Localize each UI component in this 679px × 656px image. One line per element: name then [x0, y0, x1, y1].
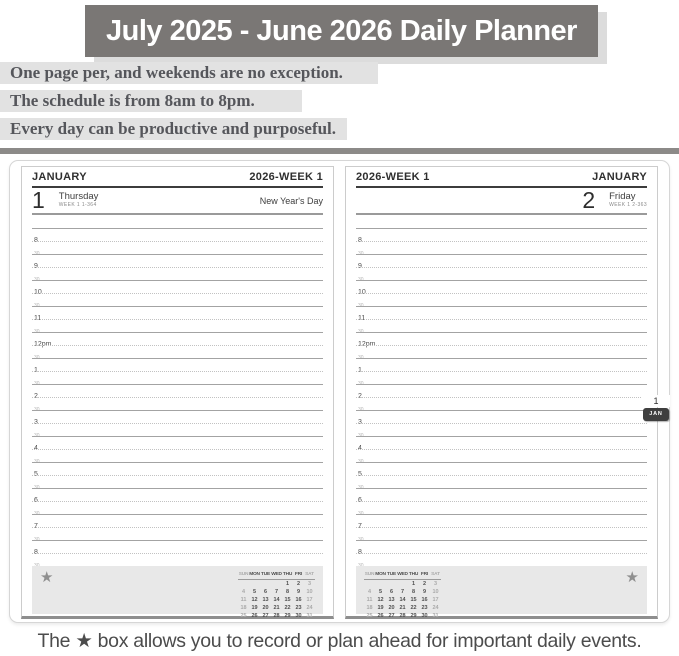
- schedule-hour-row: [32, 228, 323, 244]
- calendar-date: 19: [251, 605, 258, 611]
- star-icon: ★: [625, 569, 639, 586]
- calendar-date: 13: [262, 597, 269, 603]
- tab-month-pill: JAN: [643, 408, 669, 421]
- calendar-week-row: [364, 604, 441, 612]
- schedule-half-hour-row: [32, 527, 323, 543]
- calendar-week-row: [364, 596, 441, 604]
- calendar-date: 8: [411, 589, 416, 595]
- calendar-date: 25: [366, 613, 373, 619]
- schedule-hour-row: [356, 410, 647, 426]
- calendar-date: 28: [273, 613, 280, 619]
- hour-label: 7: [34, 523, 38, 530]
- planner-page-left: [21, 166, 334, 619]
- schedule-hour-row: [356, 254, 647, 270]
- schedule-half-hour-row: [32, 397, 323, 413]
- half-hour-label: 30: [358, 407, 364, 413]
- calendar-date: 10: [432, 589, 439, 595]
- calendar-date: 5: [252, 589, 257, 595]
- schedule-half-hour-row: [32, 319, 323, 335]
- calendar-date: 30: [295, 613, 302, 619]
- schedule-hour-row: [356, 436, 647, 452]
- hour-label: 2: [358, 393, 362, 400]
- star-box-left: [32, 566, 323, 619]
- calendar-date: 10: [306, 589, 313, 595]
- calendar-date: 5: [378, 589, 383, 595]
- calendar-date: 20: [388, 605, 395, 611]
- schedule-half-hour-row: [356, 267, 647, 283]
- calendar-date: 20: [262, 605, 269, 611]
- schedule-half-hour-row: [356, 449, 647, 465]
- schedule-hour-row: [32, 332, 323, 348]
- calendar-date: 9: [296, 589, 301, 595]
- hour-label: 9: [358, 263, 362, 270]
- calendar-date: 28: [399, 613, 406, 619]
- title-banner: [85, 5, 598, 57]
- half-hour-label: 30: [358, 277, 364, 283]
- half-hour-label: 30: [34, 433, 40, 439]
- schedule-hour-row: [32, 436, 323, 452]
- schedule-hour-row: [32, 280, 323, 296]
- schedule-half-hour-row: [32, 371, 323, 387]
- calendar-weekday: SAT: [305, 572, 314, 577]
- intro-line-2: The schedule is from 8am to 8pm.: [0, 90, 302, 112]
- calendar-date: 30: [421, 613, 428, 619]
- half-hour-label: 30: [34, 303, 40, 309]
- hour-label: 10: [34, 289, 42, 296]
- calendar-date: 17: [432, 597, 439, 603]
- calendar-header-row: [238, 571, 315, 580]
- calendar-date: [249, 580, 260, 588]
- schedule-half-hour-row: [356, 371, 647, 387]
- holiday-label: New Year's Day: [259, 195, 323, 206]
- schedule-hour-row: [356, 462, 647, 478]
- calendar-header-row: [364, 571, 441, 580]
- calendar-date: 15: [410, 597, 417, 603]
- half-hour-label: 30: [358, 355, 364, 361]
- half-hour-label: 30: [358, 511, 364, 517]
- calendar-date: 2: [296, 581, 301, 587]
- page-header-left: [32, 167, 323, 188]
- day-name: Thursday: [58, 191, 99, 202]
- bottom-caption: The ★ box allows you to record or plan ahead for important daily events.: [37, 630, 642, 652]
- calendar-weekday: FRI: [294, 572, 303, 577]
- calendar-week-row: [238, 596, 315, 604]
- mini-calendar-left: [238, 570, 315, 620]
- intro-line-3: Every day can be productive and purposeful.: [0, 118, 347, 140]
- calendar-date: 14: [273, 597, 280, 603]
- calendar-date: 18: [366, 605, 373, 611]
- calendar-week-row: [238, 580, 315, 588]
- calendar-date: 15: [284, 597, 291, 603]
- half-hour-label: 30: [358, 251, 364, 257]
- schedule-half-hour-row: [356, 423, 647, 439]
- schedule-hour-row: [32, 384, 323, 400]
- schedule-hour-row: [32, 410, 323, 426]
- month-edge-tab: [642, 395, 670, 421]
- schedule-half-hour-row: [356, 345, 647, 361]
- half-hour-label: 30: [34, 277, 40, 283]
- schedule-hour-row: [356, 306, 647, 322]
- divider-strip: [0, 148, 679, 154]
- schedule-hour-row: [32, 514, 323, 530]
- day-row-right: [356, 188, 647, 215]
- calendar-date: 23: [421, 605, 428, 611]
- calendar-date: 26: [251, 613, 258, 619]
- schedule-half-hour-row: [356, 475, 647, 491]
- calendar-weekday: THU: [282, 572, 293, 577]
- day-name-wrap: [59, 192, 99, 209]
- day-row-left: [32, 188, 323, 215]
- half-hour-label: 30: [34, 407, 40, 413]
- calendar-date: 4: [241, 589, 246, 595]
- schedule-hour-row: [356, 332, 647, 348]
- half-hour-label: 30: [358, 459, 364, 465]
- hour-label: 12pm: [34, 341, 52, 348]
- schedule-hour-row: [32, 358, 323, 374]
- calendar-weekday: MON: [249, 572, 260, 577]
- calendar-date: 1: [411, 581, 416, 587]
- calendar-weekday: WED: [271, 572, 282, 577]
- schedule-half-hour-row: [32, 345, 323, 361]
- calendar-date: 11: [240, 597, 247, 603]
- calendar-date: 27: [262, 613, 269, 619]
- schedule-half-hour-row: [356, 553, 647, 566]
- hour-label: 11: [358, 315, 366, 322]
- planner-page-right: [345, 166, 663, 619]
- hour-label: 3: [358, 419, 362, 426]
- half-hour-label: 30: [358, 303, 364, 309]
- calendar-week-row: [364, 612, 441, 620]
- schedule-hour-row: [32, 488, 323, 504]
- day-group: [32, 189, 98, 212]
- calendar-date: 27: [388, 613, 395, 619]
- hour-label: 9: [34, 263, 38, 270]
- calendar-date: 29: [284, 613, 291, 619]
- calendar-date: 6: [263, 589, 268, 595]
- calendar-weekday: SUN: [238, 572, 249, 577]
- day-name: Friday: [609, 191, 636, 202]
- hour-label: 5: [358, 471, 362, 478]
- planner-spread: [9, 160, 670, 623]
- calendar-week-row: [238, 612, 315, 620]
- half-hour-label: 30: [358, 537, 364, 543]
- day-number: 2: [582, 187, 596, 213]
- hour-label: 11: [34, 315, 42, 322]
- schedule-hour-row: [356, 488, 647, 504]
- schedule-half-hour-row: [32, 475, 323, 491]
- star-box-right: [356, 566, 647, 619]
- half-hour-label: 30: [358, 381, 364, 387]
- calendar-weekday: SUN: [364, 572, 375, 577]
- schedule-half-hour-row: [32, 501, 323, 517]
- half-hour-label: 30: [34, 251, 40, 257]
- schedule-hour-row: [356, 514, 647, 530]
- hour-label: 8: [34, 549, 38, 556]
- calendar-date: 11: [366, 597, 373, 603]
- calendar-weekday: FRI: [420, 572, 429, 577]
- calendar-date: [364, 580, 375, 588]
- calendar-date: 31: [432, 613, 439, 619]
- calendar-week-row: [364, 588, 441, 596]
- schedule-half-hour-row: [356, 293, 647, 309]
- calendar-date: 29: [410, 613, 417, 619]
- calendar-date: 24: [306, 605, 313, 611]
- hour-label: 2: [34, 393, 38, 400]
- calendar-date: 16: [421, 597, 428, 603]
- schedule-hour-row: [32, 254, 323, 270]
- calendar-date: 21: [399, 605, 406, 611]
- calendar-date: 7: [400, 589, 405, 595]
- month-label: JANUARY: [592, 171, 647, 183]
- calendar-date: 25: [240, 613, 247, 619]
- hour-label: 7: [358, 523, 362, 530]
- schedule-right: [356, 215, 647, 566]
- calendar-week-row: [238, 588, 315, 596]
- week-label: 2026-WEEK 1: [249, 171, 323, 183]
- calendar-weekday: TUE: [261, 572, 270, 577]
- star-icon: ★: [40, 569, 54, 586]
- hour-label: 1: [34, 367, 38, 374]
- schedule-hour-row: [356, 280, 647, 296]
- calendar-date: 17: [306, 597, 313, 603]
- calendar-date: 3: [433, 581, 438, 587]
- calendar-week-row: [364, 580, 441, 588]
- schedule-half-hour-row: [32, 423, 323, 439]
- calendar-date: 26: [377, 613, 384, 619]
- half-hour-label: 30: [34, 459, 40, 465]
- day-group: [582, 189, 647, 212]
- hour-label: 12pm: [358, 341, 376, 348]
- intro-line-1: One page per, and weekends are no exception.: [0, 62, 378, 84]
- half-hour-label: 30: [358, 329, 364, 335]
- calendar-date: 23: [295, 605, 302, 611]
- schedule-half-hour-row: [356, 501, 647, 517]
- schedule-half-hour-row: [356, 397, 647, 413]
- schedule-hour-row: [32, 462, 323, 478]
- half-hour-label: 30: [358, 433, 364, 439]
- calendar-date: [271, 580, 282, 588]
- calendar-date: 22: [284, 605, 291, 611]
- calendar-date: 8: [285, 589, 290, 595]
- week-label: 2026-WEEK 1: [356, 171, 430, 183]
- schedule-half-hour-row: [32, 553, 323, 566]
- hour-label: 8: [358, 237, 362, 244]
- calendar-date: [397, 580, 408, 588]
- calendar-date: 18: [240, 605, 247, 611]
- calendar-date: 16: [295, 597, 302, 603]
- hour-label: 4: [358, 445, 362, 452]
- calendar-week-row: [238, 604, 315, 612]
- schedule-hour-row: [356, 540, 647, 556]
- schedule-half-hour-row: [32, 241, 323, 257]
- calendar-date: [260, 580, 271, 588]
- calendar-date: 12: [251, 597, 258, 603]
- banner-title: July 2025 - June 2026 Daily Planner: [106, 14, 577, 47]
- calendar-weekday: THU: [408, 572, 419, 577]
- schedule-hour-row: [32, 540, 323, 556]
- hour-label: 1: [358, 367, 362, 374]
- half-hour-label: 30: [34, 537, 40, 543]
- calendar-date: [238, 580, 249, 588]
- calendar-date: 19: [377, 605, 384, 611]
- half-hour-label: 30: [34, 381, 40, 387]
- calendar-date: 3: [307, 581, 312, 587]
- calendar-date: 22: [410, 605, 417, 611]
- schedule-hour-row: [32, 306, 323, 322]
- calendar-date: 24: [432, 605, 439, 611]
- hour-label: 3: [34, 419, 38, 426]
- hour-label: 6: [34, 497, 38, 504]
- calendar-weekday: SAT: [431, 572, 440, 577]
- page-header-right: [356, 167, 647, 188]
- hour-label: 6: [358, 497, 362, 504]
- schedule-half-hour-row: [356, 527, 647, 543]
- schedule-half-hour-row: [32, 293, 323, 309]
- schedule-half-hour-row: [32, 449, 323, 465]
- schedule-half-hour-row: [32, 267, 323, 283]
- tab-day-number: 1: [642, 395, 670, 407]
- hour-label: 8: [34, 237, 38, 244]
- calendar-date: 4: [367, 589, 372, 595]
- day-meta: WEEK 1 1-364: [58, 202, 97, 208]
- calendar-date: [386, 580, 397, 588]
- calendar-date: 21: [273, 605, 280, 611]
- calendar-date: 1: [285, 581, 290, 587]
- half-hour-label: 30: [34, 511, 40, 517]
- calendar-weekday: MON: [375, 572, 386, 577]
- schedule-hour-row: [356, 228, 647, 244]
- hour-label: 8: [358, 549, 362, 556]
- schedule-half-hour-row: [356, 319, 647, 335]
- calendar-date: 13: [388, 597, 395, 603]
- hour-label: 5: [34, 471, 38, 478]
- schedule-half-hour-row: [356, 241, 647, 257]
- half-hour-label: 30: [34, 329, 40, 335]
- day-name-wrap: [609, 192, 647, 209]
- calendar-date: [375, 580, 386, 588]
- schedule-hour-row: [356, 384, 647, 400]
- half-hour-label: 30: [34, 355, 40, 361]
- calendar-date: 31: [306, 613, 313, 619]
- schedule-hour-row: [356, 358, 647, 374]
- calendar-weekday: TUE: [387, 572, 396, 577]
- calendar-date: 9: [422, 589, 427, 595]
- hour-label: 10: [358, 289, 366, 296]
- calendar-weekday: WED: [397, 572, 408, 577]
- half-hour-label: 30: [34, 485, 40, 491]
- calendar-date: 2: [422, 581, 427, 587]
- calendar-date: 12: [377, 597, 384, 603]
- day-meta: WEEK 1 2-363: [609, 202, 647, 208]
- hour-label: 4: [34, 445, 38, 452]
- mini-calendar-right: [364, 570, 441, 620]
- schedule-left: [32, 215, 323, 566]
- month-label: JANUARY: [32, 171, 87, 183]
- calendar-date: 6: [389, 589, 394, 595]
- day-number: 1: [32, 187, 45, 213]
- half-hour-label: 30: [358, 485, 364, 491]
- calendar-date: 7: [274, 589, 279, 595]
- calendar-date: 14: [399, 597, 406, 603]
